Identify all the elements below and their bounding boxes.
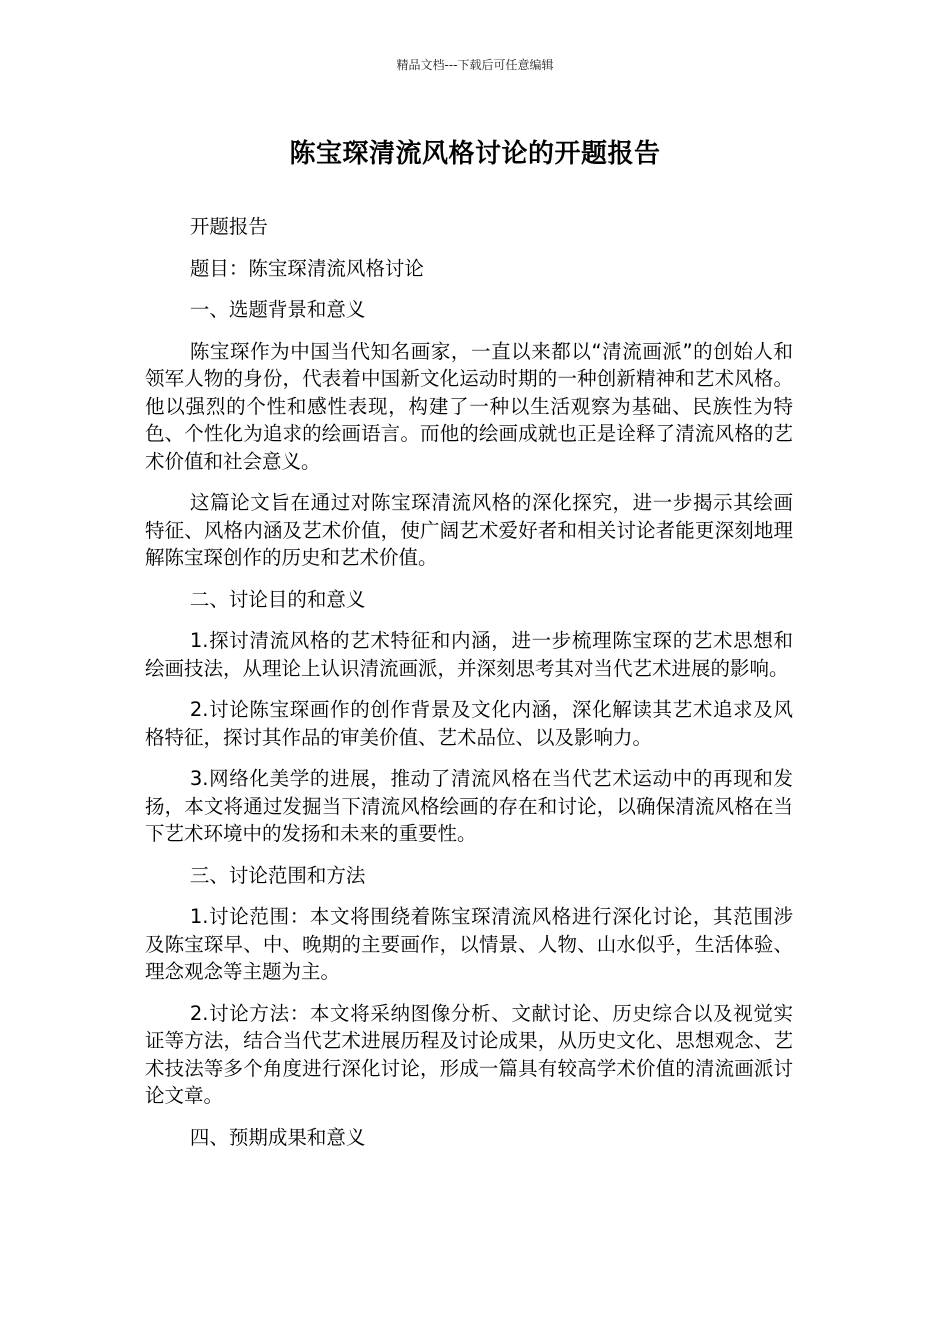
paragraph: 1.探讨清流风格的艺术特征和内涵，进一步梳理陈宝琛的艺术思想和绘画技法，从理论上认识清流画派，并深刻思考其对当代艺术进展的影响。	[145, 629, 793, 680]
section-heading-4: 四、预期成果和意义	[189, 1125, 366, 1149]
document-title: 陈宝琛清流风格讨论的开题报告	[289, 139, 661, 169]
paragraph: 1.讨论范围：本文将围绕着陈宝琛清流风格进行深化讨论，其范围涉及陈宝琛早、中、晚期的主要画作，以情景、人物、山水似乎，生活体验、理念观念等主题为主。	[145, 905, 793, 983]
paragraph: 2.讨论方法：本文将采纳图像分析、文献讨论、历史综合以及视觉实证等方法，结合当代艺术进展历程及讨论成果，从历史文化、思想观念、艺术技法等多个角度进行深化讨论，形成一篇具有较高学术价值的清流画派讨论文章。	[145, 1001, 793, 1107]
document-body	[145, 213, 793, 1165]
paragraph: 陈宝琛作为中国当代知名画家，一直以来都以“清流画派”的创始人和领军人物的身份，代表着中国新文化运动时期的一种创新精神和艺术风格。他以强烈的个性和感性表现，构建了一种以生活观察为基础、民族性为特色、个性化为追求的绘画语言。而他的绘画成就也正是诠释了清流风格的艺术价值和社会意义。	[145, 339, 793, 473]
paragraph: 这篇论文旨在通过对陈宝琛清流风格的深化探究，进一步揭示其绘画特征、风格内涵及艺术价值，使广阔艺术爱好者和相关讨论者能更深刻地理解陈宝琛创作的历史和艺术价值。	[145, 491, 793, 569]
paragraph: 2.讨论陈宝琛画作的创作背景及文化内涵，深化解读其艺术追求及风格特征，探讨其作品的审美价值、艺术品位、以及影响力。	[145, 698, 793, 749]
section-heading-1: 一、选题背景和意义	[189, 298, 366, 321]
header-note: 精品文档---下载后可任意编辑	[396, 58, 554, 72]
report-label: 开题报告	[189, 215, 268, 238]
topic-line: 题目：陈宝琛清流风格讨论	[189, 256, 424, 280]
section-heading-2: 二、讨论目的和意义	[189, 587, 366, 611]
section-heading-3: 三、讨论范围和方法	[189, 863, 366, 887]
paragraph: 3.网络化美学的进展，推动了清流风格在当代艺术运动中的再现和发扬，本文将通过发掘当下清流风格绘画的存在和讨论，以确保清流风格在当下艺术环境中的发扬和未来的重要性。	[145, 767, 793, 845]
